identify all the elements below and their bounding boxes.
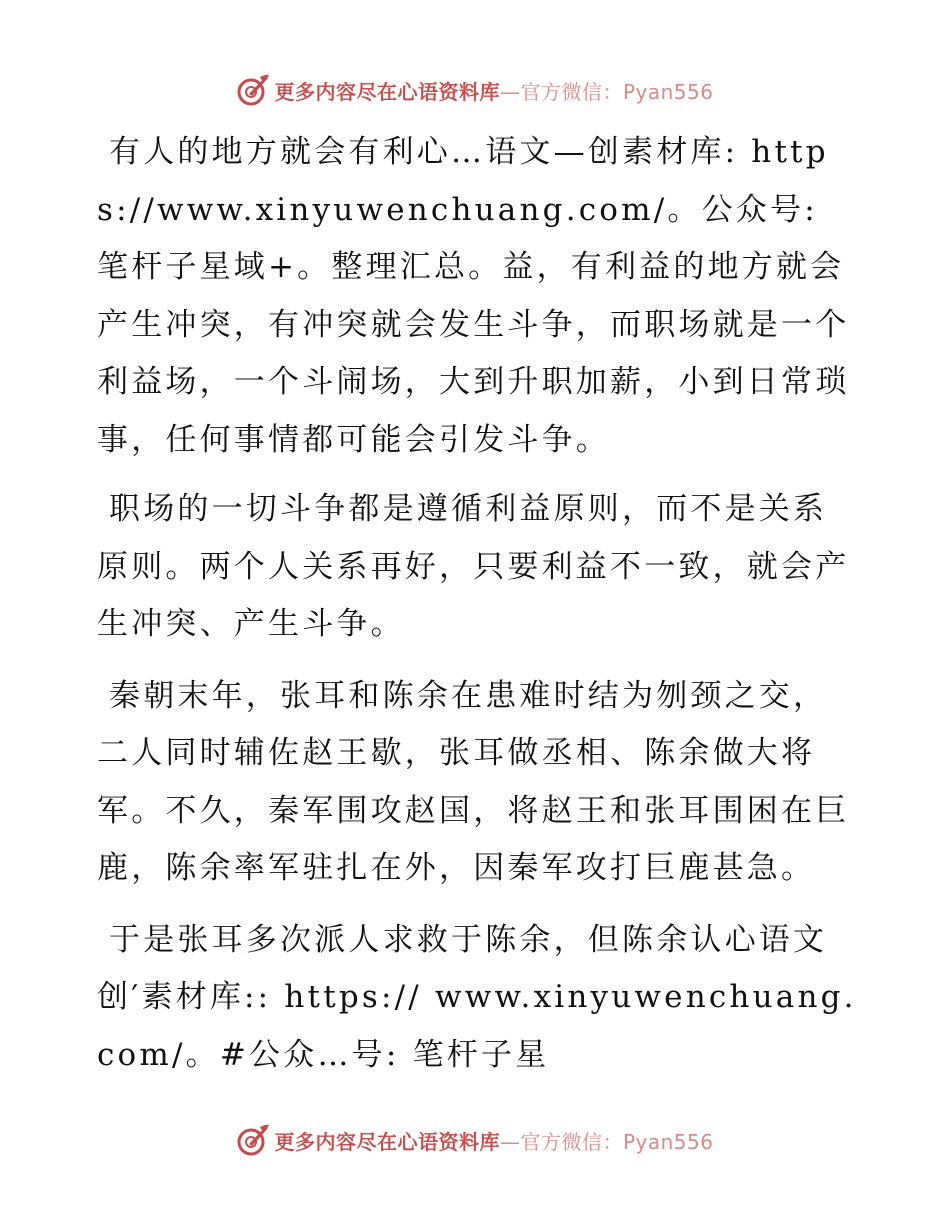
banner-text-secondary: —官方微信：Pyan556 [499,1129,714,1154]
document-body [97,124,857,1098]
banner-text [274,1126,713,1155]
quill-logo-icon [236,73,270,107]
footer-banner [0,1120,950,1160]
paragraph-2: 职场的一切斗争都是遵循利益原则，而不是关系原则。两个人关系再好，只要利益不一致，就会产生冲突、产生斗争。 [97,491,850,642]
banner-text-secondary: —官方微信：Pyan556 [499,79,714,104]
header-banner [0,70,950,110]
banner-text-primary: 更多内容尽在心语资料库 [274,79,500,104]
paragraph-4: 于是张耳多次派人求救于陈余，但陈余认心语文创′素材库:: https:// www.xinyuwenchuang.com/。#公众…号: 笔杆子星 [97,921,857,1073]
paragraph-1: 有人的地方就会有利心…语文—创素材库: https://www.xinyuwenchuang.com/。公众号: 笔杆子星域+。整理汇总。益，有利益的地方就会产生冲突，有冲突就会发生斗争，而职场就是一个利益场，一个斗闹场，大到升职加薪，小到日常琐事，任何事情都可能会引发斗争。 [97,134,850,458]
quill-logo-icon [236,1123,270,1157]
banner-text [274,76,713,105]
banner-text-primary: 更多内容尽在心语资料库 [274,1129,500,1154]
paragraph-3: 秦朝末年，张耳和陈余在患难时结为刎颈之交，二人同时辅佐赵王歇，张耳做丞相、陈余做大将军。不久，秦军围攻赵国，将赵王和张耳围困在巨鹿，陈余率军驻扎在外，因秦军攻打巨鹿甚急。 [97,677,850,886]
